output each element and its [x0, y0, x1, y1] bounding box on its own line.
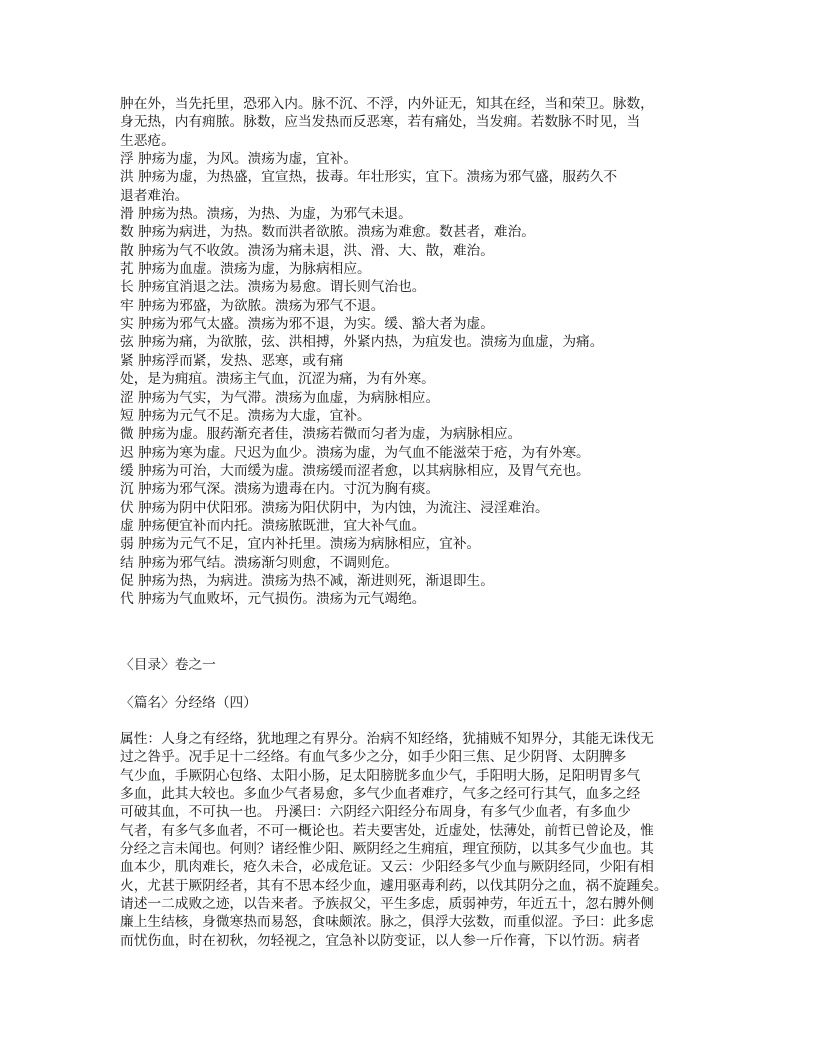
- text-line: 身无热，内有痈脓。脉数，应当发热而反恶寒，若有痛处，当发痈。若数脉不时见，当: [120, 114, 641, 131]
- text-line: 而忧伤血，时在初秋，勿轻视之，宜急补以防变证，以人参一斤作膏，下以竹沥。病者: [120, 932, 641, 949]
- text-line: 紧 肿疡浮而紧，发热、恶寒，或有痛: [120, 352, 344, 369]
- meridian-paragraph: [120, 730, 668, 950]
- catalog-heading: 〈目录〉卷之一: [120, 657, 216, 673]
- text-line: 虚 肿疡便宜补而内托。溃疡脓既泄，宜大补气血。: [120, 517, 426, 534]
- text-line: 牢 肿疡为邪盛，为欲脓。溃疡为邪气不退。: [120, 297, 385, 314]
- text-line: 微 肿疡为虚。服药渐充者佳，溃疡若微而匀者为虚，为病脉相应。: [120, 426, 522, 443]
- text-line: 短 肿疡为元气不足。溃疡为大虚，宜补。: [120, 407, 371, 424]
- text-line: 结 肿疡为邪气结。溃疡渐匀则愈，不调则危。: [120, 554, 399, 571]
- text-line: 涩 肿疡为气实，为气滞。溃疡为血虚，为病脉相应。: [120, 389, 440, 406]
- text-line: 弱 肿疡为元气不足，宜内补托里。溃疡为病脉相应，宜补。: [120, 536, 481, 553]
- text-line: 处，是为痈疽。溃疡主气血，沉涩为痛，为有外寒。: [120, 371, 435, 388]
- text-line: 弦 肿疡为痛，为欲脓，弦、洪相搏，外紧内热，为疽发也。溃疡为血虚，为痛。: [120, 334, 604, 351]
- text-line: 生恶疮。: [120, 132, 175, 149]
- text-line: 过之咎乎。况手足十二经络。有血气多少之分，如手少阳三焦、足少阴肾、太阴脾多: [120, 749, 627, 766]
- text-line: 促 肿疡为热，为病进。溃疡为热不减，渐进则死，渐退即生。: [120, 572, 494, 589]
- text-line: 气者，有多气多血者，不可一概论也。若夫要害处，近虚处，怯薄处，前哲已曾论及，惟: [120, 822, 654, 839]
- text-line: 缓 肿疡为可治，大而缓为虚。溃疡缓而涩者愈，以其病脉相应，及胃气充也。: [120, 462, 590, 479]
- text-line: 属性：人身之有经络，犹地理之有界分。治病不知经络，犹捕贼不知界分，其能无诛伐无: [120, 731, 654, 747]
- text-line: 火，尤甚于厥阴经者，其有不思本经少血，遽用驱毒利药，以伐其阴分之血，祸不旋踵矣。: [120, 877, 668, 894]
- text-line: 可破其血，不可执一也。 丹溪曰：六阴经六阳经分布周身，有多气少血者，有多血少: [120, 804, 631, 821]
- text-line: 散 肿疡为气不收敛。溃汤为痛未退，洪、滑、大、散，难治。: [120, 242, 494, 259]
- text-line: 退者难治。: [120, 187, 189, 204]
- text-line: 长 肿疡宜消退之法。溃疡为易愈。谓长则气治也。: [120, 279, 426, 296]
- text-line: 代 肿疡为气血败坏，元气损伤。溃疡为元气竭绝。: [120, 591, 426, 608]
- text-line: 芤 肿疡为血虚。溃疡为虚，为脉病相应。: [120, 261, 371, 278]
- text-line: 实 肿疡为邪气太盛。溃疡为邪不退，为实。缓、豁大者为虚。: [120, 316, 494, 333]
- text-line: 沉 肿疡为邪气深。溃疡为遗毒在内。寸沉为胸有痰。: [120, 481, 440, 498]
- text-line: 浮 肿疡为虚，为风。溃疡为虚，宜补。: [120, 151, 358, 168]
- text-line: 气少血，手厥阴心包络、太阳小肠，足太阳膀胱多血少气，手阳明大肠，足阳明胃多气: [120, 767, 641, 784]
- text-line: 请述一二成败之迹，以告来者。予族叔父，平生多虑，质弱神劳，年近五十，忽右膊外侧: [120, 896, 654, 913]
- text-line: 迟 肿疡为寒为虚。尺迟为血少。溃疡为虚，为气血不能滋荣于疮，为有外寒。: [120, 444, 590, 461]
- text-line: 分经之言未闻也。何则？诸经惟少阳、厥阴经之生痈疽，理宜预防，以其多气少血也。其: [120, 841, 654, 858]
- text-line: 廉上生结核，身微寒热而易怒，食味颇浓。脉之，俱浮大弦数，而重似涩。予曰：此多虑: [120, 914, 654, 931]
- text-line: 肿在外，当先托里，恐邪入内。脉不沉、不浮，内外证无，知其在经，当和荣卫。脉数，: [120, 96, 654, 112]
- pulse-paragraph: [120, 95, 654, 609]
- text-line: 数 肿疡为病进，为热。数而洪者欲脓。溃疡为难愈。数甚者，难治。: [120, 224, 535, 241]
- chapter-heading: 〈篇名〉分经络（四）: [120, 695, 257, 711]
- text-line: 血本少，肌肉难长，疮久未合，必成危证。又云：少阳经多气少血与厥阴经同，少阳有相: [120, 859, 654, 876]
- text-line: 多血，此其大较也。多血少气者易愈，多气少血者难疗，气多之经可行其气，血多之经: [120, 786, 641, 803]
- text-line: 滑 肿疡为热。溃疡，为热、为虚，为邪气未退。: [120, 206, 412, 223]
- text-line: 伏 肿疡为阴中伏阳邪。溃疡为阳伏阴中，为内蚀，为流注、浸淫难治。: [120, 499, 549, 516]
- text-line: 洪 肿疡为虚，为热盛，宜宣热，拔毒。年壮形实，宜下。溃疡为邪气盛，服药久不: [120, 169, 618, 186]
